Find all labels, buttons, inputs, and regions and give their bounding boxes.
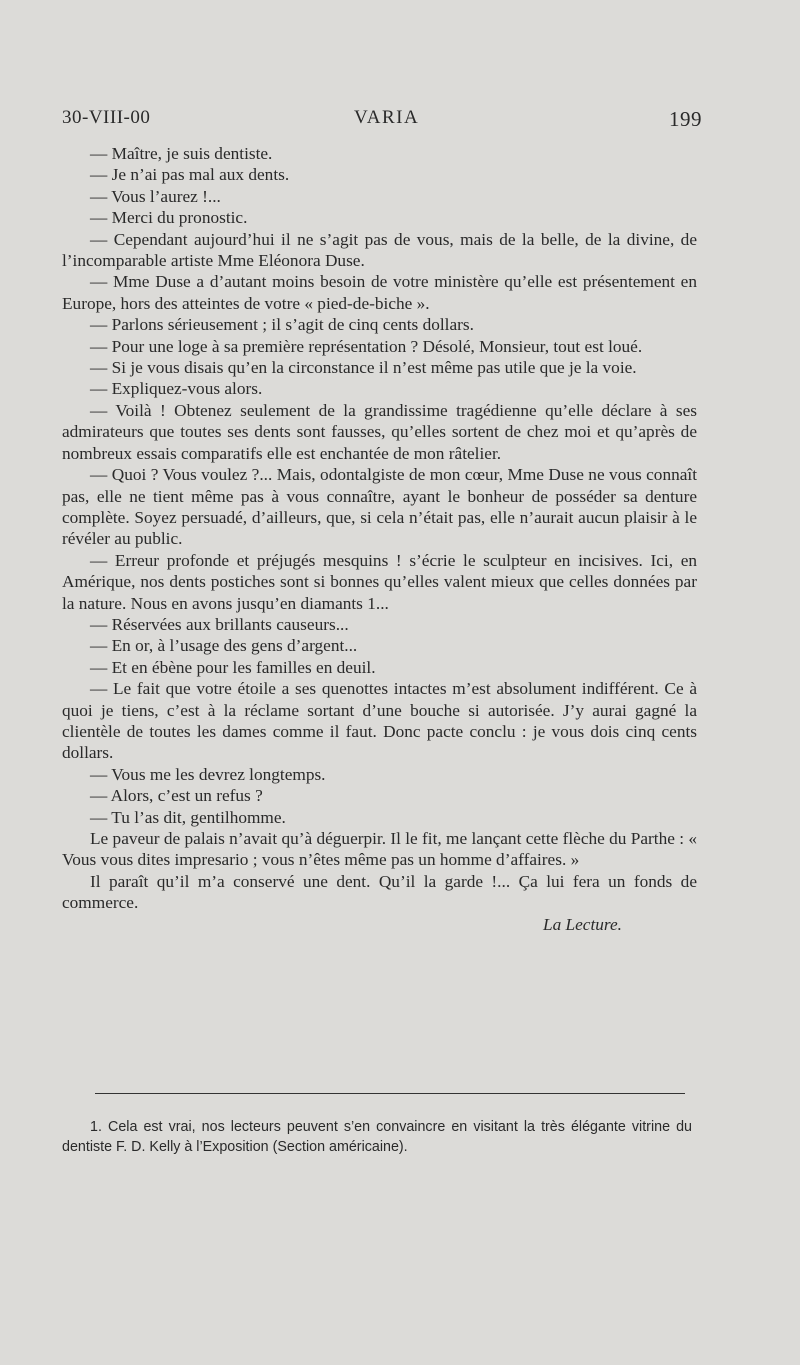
paragraph: — Le fait que votre étoile a ses quenottes intactes m’est absolument indifférent. Ce à quoi je tiens, c’est à la réclame sortant d’une bouche si autorisée. J’y aurai gagné la clientèle de toutes les dames comme il faut. Donc pacte conclu : je vous dois cinq cents dollars. — [62, 679, 697, 763]
paragraph: — Si je vous disais qu’en la circonstance il n’est même pas utile que je la voie. — [90, 358, 637, 378]
paragraph: — Erreur profonde et préjugés mesquins ! s’écrie le sculpteur en incisives. Ici, en Amérique, nos dents postiches sont si bonnes qu’elles valent mieux que celles données par la nature. Nous en avons jusqu’en diamants 1... — [62, 550, 697, 613]
footnote-divider — [95, 1093, 685, 1094]
paragraph: — Alors, c’est un refus ? — [90, 786, 263, 806]
header-date: 30-VIII-00 — [62, 107, 151, 128]
paragraph: — Voilà ! Obtenez seulement de la grandissime tragédienne qu’elle déclare à ses admirateurs que toutes ses dents sont fausses, qu’elles sortent de chez moi et qu’après de nombreux essais comparatifs elle est enchantée de mon râtelier. — [62, 400, 697, 463]
source-signature: La Lecture. — [542, 914, 622, 934]
paragraph: — Vous l’aurez !... — [90, 186, 221, 206]
paragraph: — Tu l’as dit, gentilhomme. — [90, 807, 286, 827]
paragraph: — Pour une loge à sa première représentation ? Désolé, Monsieur, tout est loué. — [90, 336, 643, 356]
footnote — [62, 1117, 692, 1157]
paragraph: — Quoi ? Vous voulez ?... Mais, odontalgiste de mon cœur, Mme Duse ne vous connaît pas, elle ne tient même pas à vous connaître, ayant le bonheur de posséder sa denture complète. Soyez persuadé, d’ailleurs, que, si cela n’était pas, elle n’aurait aucun plaisir à le révéler au public. — [62, 465, 697, 549]
running-header — [62, 107, 712, 137]
page-number: 199 — [669, 107, 702, 131]
paragraph: — Maître, je suis dentiste. — [90, 144, 273, 163]
paragraph: — Cependant aujourd’hui il ne s’agit pas de vous, mais de la belle, de la divine, de l’incomparable artiste Mme Eléonora Duse. — [62, 229, 697, 271]
paragraph: — Mme Duse a d’autant moins besoin de votre ministère qu’elle est présentement en Europe, hors des atteintes de votre « pied-de-biche ». — [62, 272, 697, 313]
paragraph: Le paveur de palais n’avait qu’à déguerpir. Il le fit, me lançant cette flèche du Parthe : « Vous vous dites impresario ; vous n’êtes même pas un homme d’affaires. » — [62, 829, 697, 870]
paragraph: Il paraît qu’il m’a conservé une dent. Qu’il la garde !... Ça lui fera un fonds de commerce. — [62, 871, 697, 913]
paragraph: — Parlons sérieusement ; il s’agit de cinq cents dollars. — [90, 315, 474, 335]
paragraph: — Réservées aux brillants causeurs... — [90, 614, 349, 634]
main-text — [62, 143, 697, 935]
paragraph: — Merci du pronostic. — [90, 208, 248, 228]
paragraph: — En or, à l’usage des gens d’argent... — [90, 636, 358, 656]
paragraph: — Et en ébène pour les familles en deuil. — [90, 657, 376, 677]
paragraph: — Expliquez-vous alors. — [90, 379, 263, 399]
header-title: VARIA — [354, 107, 420, 128]
footnote-text: 1. Cela est vrai, nos lecteurs peuvent s’en convaincre en visitant la très élégante vitrine du dentiste F. D. Kelly à l’Exposition (Section américaine). — [62, 1119, 692, 1155]
paragraph: — Je n’ai pas mal aux dents. — [90, 165, 290, 185]
paragraph: — Vous me les devrez longtemps. — [90, 764, 326, 784]
